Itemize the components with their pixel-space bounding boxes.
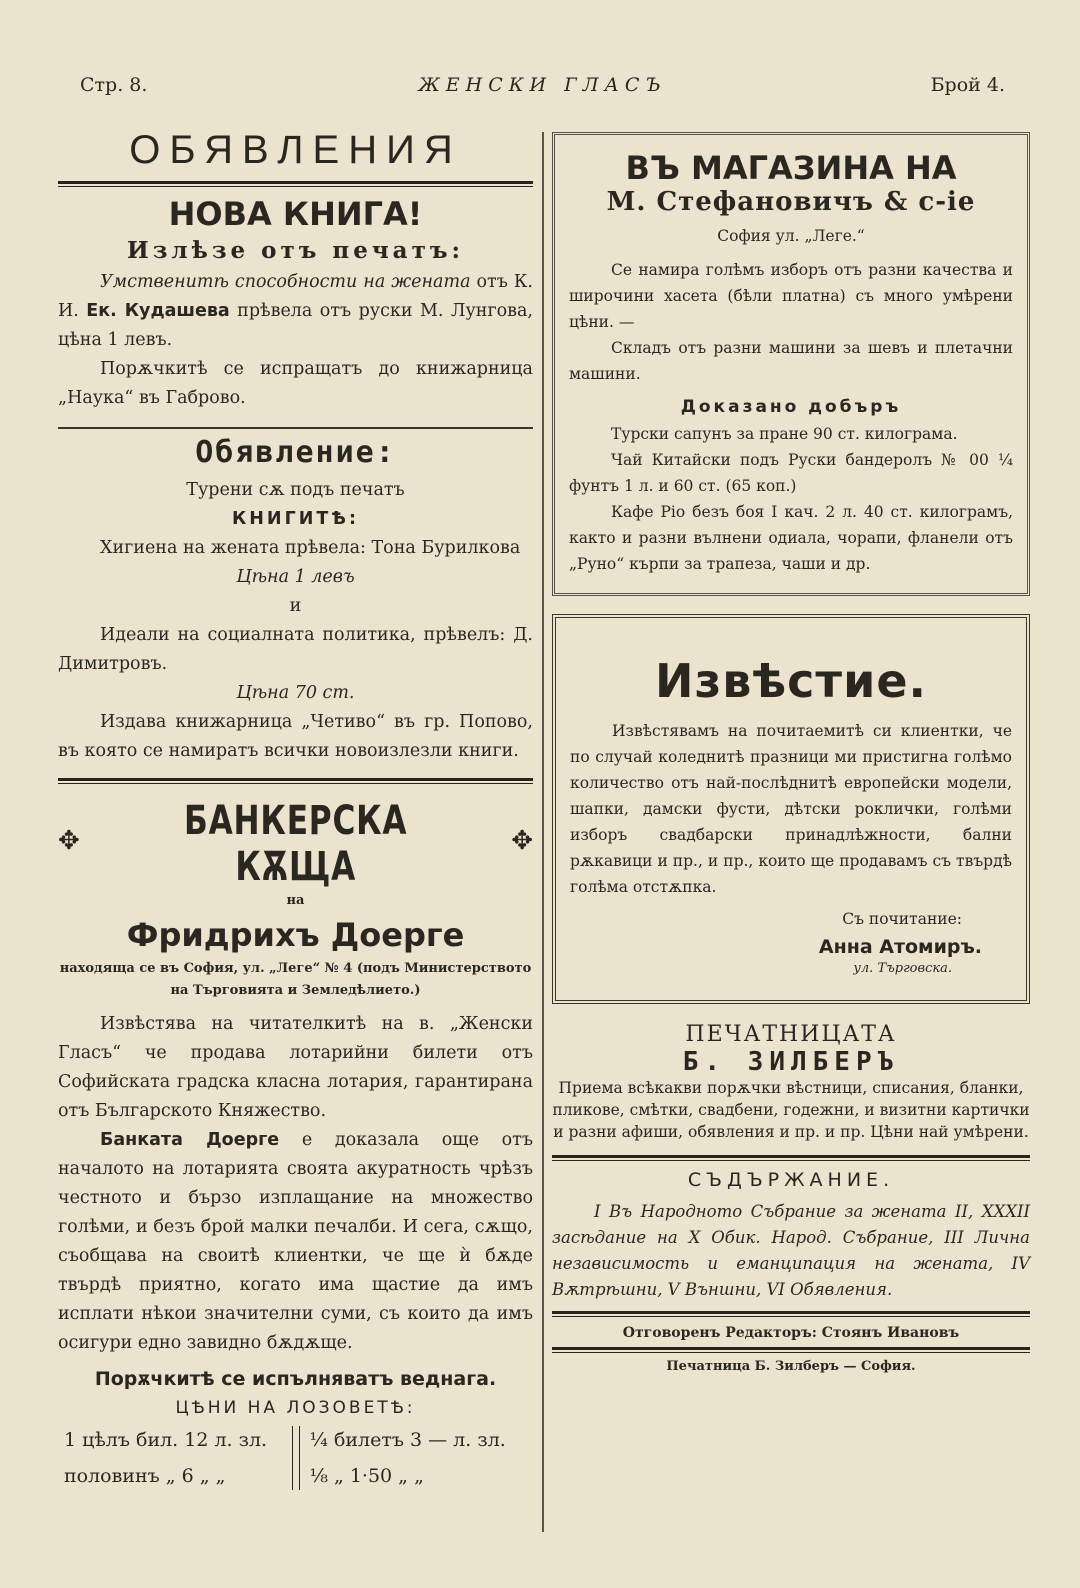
notice-publisher: Издава книжарница „Четиво“ въ гр. Попово, въ която се намиратъ всички новоизлезли книги.: [58, 712, 533, 761]
notice-line2: КНИГИТѢ:: [231, 509, 360, 529]
book2-title: Идеали на социалната политика, прѣвелъ: Д. Димитровъ.: [58, 625, 533, 674]
divider: [552, 1347, 1030, 1353]
bank-name: Фридрихъ Доерге: [126, 916, 465, 954]
notice-title: Обявление:: [195, 435, 396, 470]
new-book-ad: [58, 195, 533, 413]
divider: [58, 427, 533, 429]
izvestie-text: Извѣстявамъ на почитаемитѣ си клиентки, че по случай коледнитѣ празници ми пристигна голѣмо количество отъ най-послѣднитѣ европейски модели, шапки, дамски фусти, дѣтски роклички, голѣми изборъ свадбарски принадлѣжности, бални рѫкавици и пр., и пр., които ще продавамъ съ твърдѣ голѣма отстѫпка.: [570, 722, 1012, 896]
izvestie-signature: Анна Атомиръ.: [818, 936, 982, 958]
prices-col-left: [58, 1422, 288, 1494]
new-book-text: Умственитѣ способности на жената отъ К. И. Ек. Кудашева прѣвела отъ руски М. Лунгова, цѣна 1 левъ.: [58, 272, 533, 350]
page-header: [80, 74, 1005, 104]
divider: [552, 1155, 1030, 1161]
bank-title-row: [58, 792, 533, 890]
price-row: ¼ билетъ 3 — л. зл.: [309, 1429, 506, 1451]
notice-line1: Турени сѫ подъ печатъ: [186, 480, 405, 500]
left-column: [58, 118, 533, 1494]
prices-table: [58, 1422, 533, 1494]
shop-ad: [552, 132, 1030, 596]
ornament-icon: ✥: [58, 826, 80, 856]
press-ad: [552, 1022, 1030, 1143]
new-book-subtitle: Излѣзе отъ печатъ:: [127, 237, 464, 264]
shop-item2: Чай Китайски подъ Руски бандеролъ № 00 ¼ фунтъ 1 л. и 60 ст. (65 коп.): [569, 451, 1013, 495]
shop-title: ВЪ МАГАЗИНА НА: [625, 149, 957, 187]
column-divider: [542, 132, 544, 1532]
press-name: Б. ЗИЛБЕРЪ: [682, 1047, 900, 1077]
izvestie-regards: Съ почитание:: [842, 910, 962, 928]
bank-address: находяща се въ София, ул. „Леге“ № 4 (подъ Министерството на Търговията и Земледѣлието.): [59, 961, 532, 998]
price-row: половинъ „ 6 „ „: [64, 1465, 226, 1487]
price-row: 1 цѣлъ бил. 12 л. зл.: [64, 1429, 268, 1451]
and-text: и: [289, 596, 302, 616]
prices-title: ЦѢНИ НА ЛОЗОВЕТѢ:: [175, 1398, 416, 1418]
printer-line: Печатница Б. Зилберъ — София.: [666, 1359, 916, 1374]
book1-price: Цѣна 1 левъ: [236, 567, 355, 587]
shop-para1: Се намира голѣмъ изборъ отъ разни качества и широчини хасета (бѣли платна) съ много умѣрени цѣни. —: [569, 261, 1013, 331]
bank-para1: Извѣстява на читателкитѣ на в. „Женски Гласъ“ че продава лотарийни билети отъ Софийската градска класна лотария, гарантирана отъ Българското Княжество.: [58, 1014, 533, 1121]
divider: [58, 778, 533, 784]
book1-title: Хигиена на жената прѣвела: Тона Бурилкова: [100, 538, 521, 558]
bank-title: БАНКЕРСКА КѪЩА: [183, 798, 408, 890]
bank-ad: [58, 792, 533, 1494]
book2-price: Цѣна 70 ст.: [236, 683, 355, 703]
izvestie-title: Извѣстие.: [654, 654, 928, 708]
bank-para2: Банката Доерге е доказала още отъ началото на лотарията своята акуратность чрѣзъ честното и бързо изплащание на множество голѣми, и безъ брой малки печалби. И сега, сѫщо, съобщава на своитѣ клиентки, че ще ѝ бѫде твърдѣ приятно, когато има щастие да имъ исплати нѣкои значителни суми, съ които да имъ осигури едно завидно бѫдѫще.: [58, 1130, 533, 1353]
press-title: ПЕЧАТНИЦАТА: [685, 1022, 897, 1047]
shop-item1: Турски сапунъ за пране 90 ст. килограма.: [611, 425, 958, 443]
shop-proven: Доказано добъръ: [680, 397, 902, 417]
divider: [58, 181, 533, 187]
contents-section: [552, 1169, 1030, 1303]
newspaper-title: ЖЕНСКИ ГЛАСЪ: [418, 74, 667, 96]
book-author: Ек. Кудашева: [86, 301, 230, 321]
shop-para2: Складъ отъ разни машини за шевъ и плетачни машини.: [569, 339, 1013, 383]
books-notice: [58, 435, 533, 766]
page-number: Стр. 8.: [80, 74, 148, 96]
press-text: Приема всѣкакви порѫчки вѣстници, списания, бланки, пликове, смѣтки, свадбени, годежни, и визитни картички и разни афиши, обявления и пр. и пр. Цѣни най умѣрени.: [552, 1079, 1030, 1141]
shop-address: София ул. „Леге.“: [717, 227, 865, 245]
issue-number: Брой 4.: [930, 74, 1005, 96]
contents-title: СЪДЪРЖАНИЕ.: [687, 1169, 895, 1191]
prices-separator: [292, 1426, 300, 1490]
izvestie-ad: [552, 614, 1030, 1004]
shop-name: М. Стефановичъ & с-іе: [606, 187, 976, 217]
contents-text: I Въ Народното Събрание за жената II, XXXII засѣдание на X Обик. Народ. Събрание, III Лична независимость и еманципация на жената, IV Вѫтрѣшни, V Външни, VI Обявления.: [552, 1202, 1030, 1299]
bank-na: на: [286, 893, 305, 908]
new-book-title: НОВА КНИГА!: [168, 195, 423, 233]
divider: [552, 1311, 1030, 1317]
prices-col-right: [304, 1422, 534, 1494]
shop-item3: Кафе Ріо безъ боя I кач. 2 л. 40 ст. килограмъ, както и разни вълнени одиала, чорапи, фланели отъ „Руно“ кърпи за трапеза, чаши и др.: [569, 503, 1013, 573]
right-column: [552, 118, 1030, 1374]
ornament-icon: ✥: [511, 826, 533, 856]
price-row: ⅛ „ 1·50 „ „: [309, 1465, 424, 1487]
editor-line: Отговоренъ Редакторъ: Стоянъ Ивановъ: [622, 1325, 960, 1341]
bank-orders: Порѫчкитѣ се испълняватъ веднага.: [94, 1368, 497, 1390]
ads-heading: ОБЯВЛЕНИЯ: [129, 128, 462, 172]
izvestie-street: ул. Търговска.: [853, 961, 952, 976]
new-book-orders: Порѫчкитѣ се испращатъ до книжарница „Наука“ въ Габрово.: [58, 359, 533, 408]
